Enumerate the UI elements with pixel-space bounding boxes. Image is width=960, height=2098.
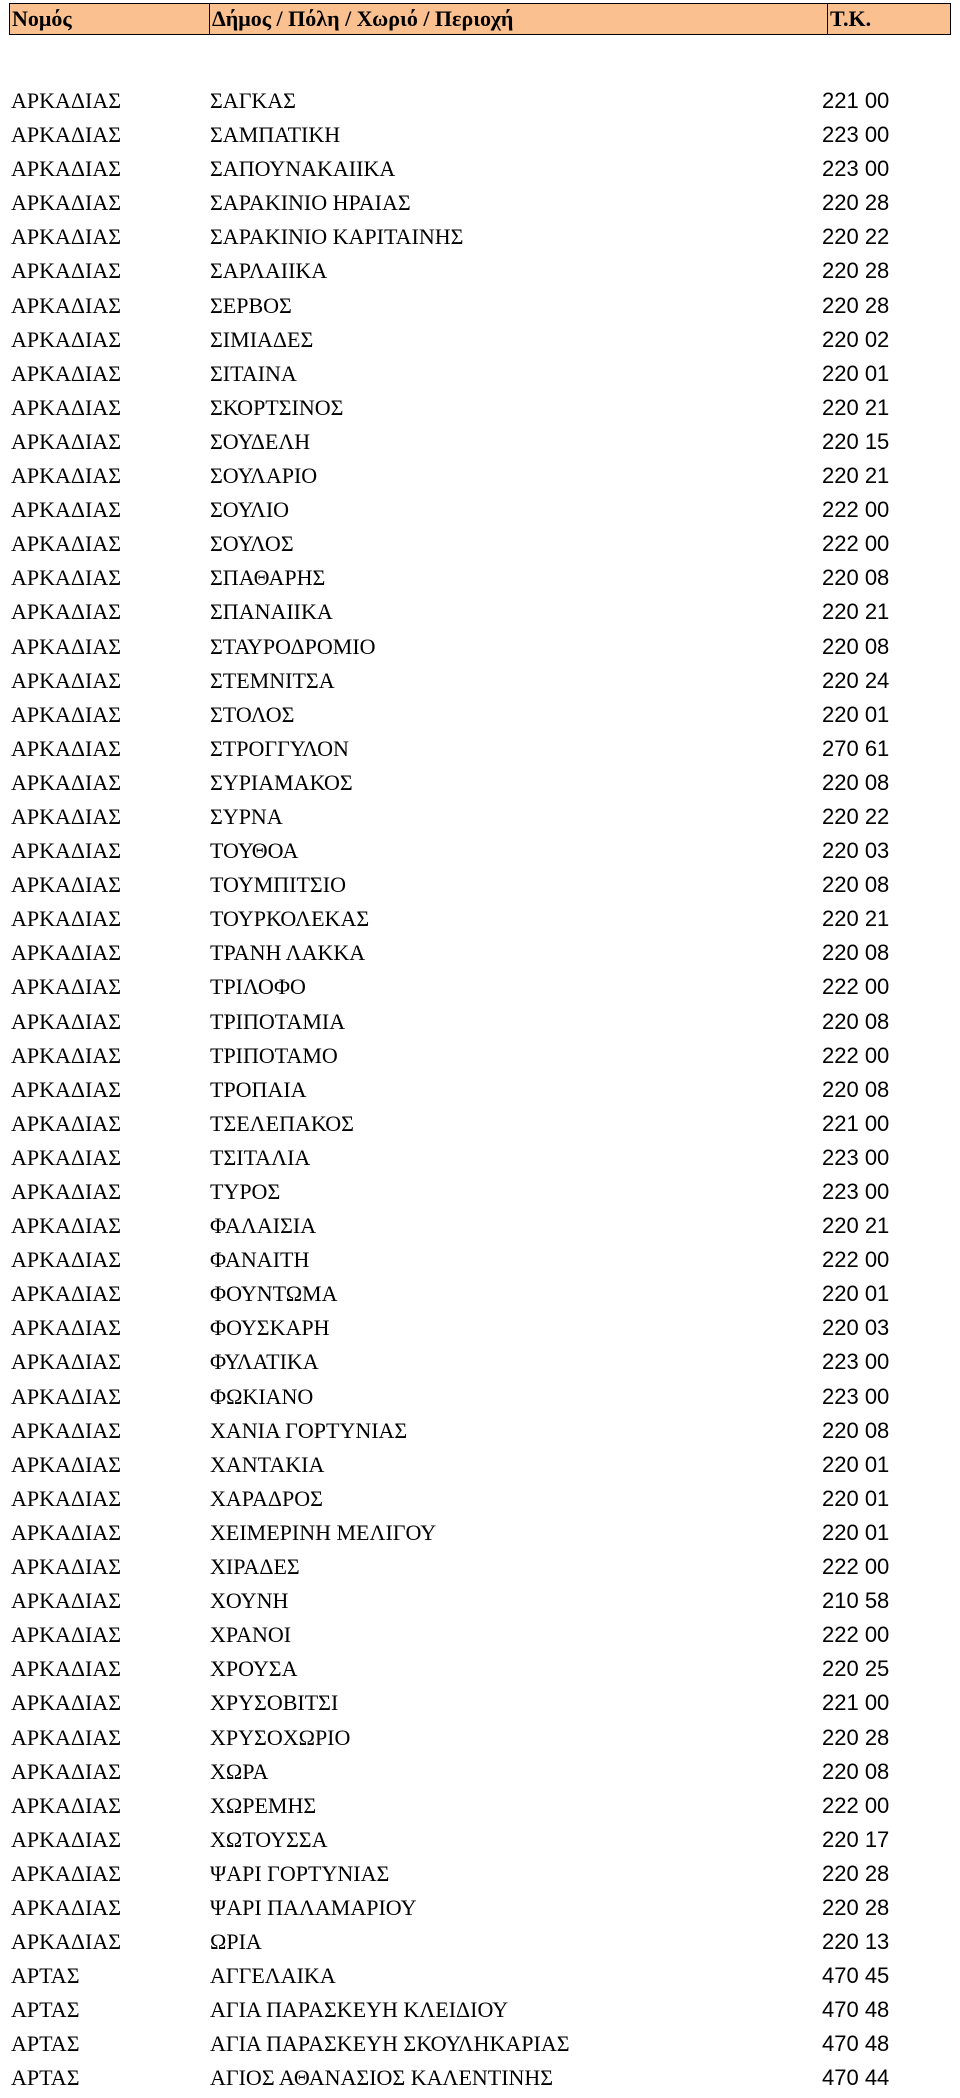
cell-tk: 221 00 [822,88,890,113]
table-header [9,3,951,35]
cell-nomos: ΑΡΚΑΔΙΑΣ [11,872,122,898]
cell-perioxi: ΧΡΥΣΟΒΙΤΣΙ [210,1690,339,1716]
cell-perioxi: ΣΥΡΝΑ [210,803,283,829]
table-row [0,2061,960,2095]
cell-perioxi: ΤΟΥΜΠΙΤΣΙΟ [210,872,346,898]
cell-nomos: ΑΡΚΑΔΙΑΣ [11,122,122,148]
table-row [0,493,960,527]
cell-perioxi: ΤΥΡΟΣ [210,1179,281,1204]
cell-nomos: ΑΡΚΑΔΙΑΣ [11,531,122,557]
cell-tk: 221 00 [822,1690,890,1716]
table-row [0,664,960,698]
cell-nomos: ΑΡΚΑΔΙΑΣ [11,1349,122,1375]
cell-tk: 470 45 [822,1963,890,1989]
cell-nomos: ΑΡΚΑΔΙΑΣ [11,1588,122,1614]
table-row [0,1380,960,1414]
cell-perioxi: ΦΑΛΑΙΣΙΑ [210,1213,317,1239]
table-row [0,1823,960,1857]
cell-perioxi: ΧΑΡΑΔΡΟΣ [210,1485,323,1511]
cell-tk: 220 01 [822,1485,890,1511]
cell-perioxi: ΧΡΑΝΟΙ [210,1622,292,1648]
cell-tk: 220 03 [822,1315,890,1341]
cell-tk: 220 28 [822,1894,890,1920]
cell-tk: 220 01 [822,1451,890,1477]
cell-tk: 222 00 [822,1792,890,1818]
cell-nomos: ΑΡΚΑΔΙΑΣ [11,599,122,625]
cell-tk: 220 21 [822,1213,890,1239]
cell-perioxi: ΣΟΥΛΙΟ [210,497,290,523]
cell-nomos: ΑΡΚΑΔΙΑΣ [11,394,122,420]
table-row [0,936,960,970]
cell-perioxi: ΤΟΥΡΚΟΛΕΚΑΣ [210,906,370,932]
cell-tk: 220 01 [822,1519,890,1545]
cell-tk: 220 08 [822,1758,890,1784]
cell-tk: 220 21 [822,394,890,420]
cell-tk: 220 28 [822,1860,890,1886]
cell-nomos: ΑΡΚΑΔΙΑΣ [11,769,122,795]
cell-perioxi: ΣΕΡΒΟΣ [210,292,292,318]
cell-tk: 220 01 [822,360,890,386]
cell-tk: 220 08 [822,633,890,659]
table-row [0,868,960,902]
cell-nomos: ΑΡΚΑΔΙΑΣ [11,1554,122,1580]
table-row [0,1652,960,1686]
table-row [0,1414,960,1448]
table-row [0,1584,960,1618]
table-row [0,1925,960,1959]
cell-nomos: ΑΡΚΑΔΙΑΣ [11,326,122,352]
cell-tk: 223 00 [822,1179,890,1204]
table-row [0,1516,960,1550]
cell-tk: 220 08 [822,1417,890,1443]
cell-perioxi: ΦΩΚΙΑΝΟ [210,1383,314,1409]
cell-tk: 220 08 [822,940,890,966]
cell-tk: 220 28 [822,1724,890,1750]
cell-tk: 223 00 [822,122,890,148]
cell-tk: 220 22 [822,803,890,829]
cell-nomos: ΑΡΚΑΔΙΑΣ [11,1622,122,1648]
cell-nomos: ΑΡΚΑΔΙΑΣ [11,565,122,591]
cell-perioxi: ΣΤΟΛΟΣ [210,701,295,727]
cell-tk: 220 28 [822,292,890,318]
cell-tk: 470 48 [822,1997,890,2023]
cell-perioxi: ΧΩΡΕΜΗΣ [210,1792,317,1818]
cell-tk: 222 00 [822,974,890,1000]
table-row [0,561,960,595]
cell-tk: 220 08 [822,872,890,898]
cell-nomos: ΑΡΚΑΔΙΑΣ [11,1110,122,1136]
cell-nomos: ΑΡΚΑΔΙΑΣ [11,974,122,1000]
cell-perioxi: ΨΑΡΙ ΠΑΛΑΜΑΡΙΟΥ [210,1894,417,1920]
cell-tk: 223 00 [822,1349,890,1375]
table-row [0,1891,960,1925]
cell-perioxi: ΣΤΕΜΝΙΤΣΑ [210,667,335,693]
cell-tk: 220 28 [822,190,890,216]
table-row [0,254,960,288]
table-row [0,1345,960,1379]
table-row [0,391,960,425]
table-row [0,800,960,834]
table-row [0,323,960,357]
table-row [0,527,960,561]
cell-perioxi: ΣΠΑΘΑΡΗΣ [210,565,326,591]
cell-nomos: ΑΡΚΑΔΙΑΣ [11,1144,122,1170]
cell-perioxi: ΑΓΙΑ ΠΑΡΑΣΚΕΥΗ ΚΛΕΙΔΙΟΥ [210,1997,509,2023]
cell-nomos: ΑΡΚΑΔΙΑΣ [11,1826,122,1852]
cell-tk: 220 08 [822,1008,890,1034]
cell-nomos: ΑΡΚΑΔΙΑΣ [11,1519,122,1545]
table-row [0,970,960,1004]
cell-nomos: ΑΡΚΑΔΙΑΣ [11,803,122,829]
table-row [0,1686,960,1720]
cell-perioxi: ΣΑΡΑΚΙΝΙΟ ΗΡΑΙΑΣ [210,190,411,216]
cell-perioxi: ΤΡΙΛΟΦΟ [210,974,306,1000]
cell-perioxi: ΣΠΑΝΑΙΙΚΑ [210,599,333,625]
cell-perioxi: ΧΡΟΥΣΑ [210,1656,298,1682]
cell-nomos: ΑΡΚΑΔΙΑΣ [11,292,122,318]
table-row [0,425,960,459]
cell-perioxi: ΣΟΥΛΑΡΙΟ [210,463,318,489]
cell-perioxi: ΩΡΙΑ [210,1929,262,1955]
table-row [0,732,960,766]
cell-tk: 220 01 [822,1281,890,1307]
cell-nomos: ΑΡΚΑΔΙΑΣ [11,156,122,182]
cell-perioxi: ΧΙΡΑΔΕΣ [210,1554,300,1580]
cell-tk: 470 48 [822,2031,890,2057]
cell-nomos: ΑΡΚΑΔΙΑΣ [11,1860,122,1886]
cell-nomos: ΑΡΚΑΔΙΑΣ [11,1315,122,1341]
cell-perioxi: ΨΑΡΙ ΓΟΡΤΥΝΙΑΣ [210,1860,390,1886]
cell-tk: 210 58 [822,1588,890,1614]
cell-nomos: ΑΡΚΑΔΙΑΣ [11,1894,122,1920]
table-row [0,1277,960,1311]
cell-tk: 270 61 [822,735,890,761]
table-row [0,1073,960,1107]
cell-perioxi: ΦΥΛΑΤΙΚΑ [210,1349,319,1375]
cell-tk: 220 24 [822,667,890,693]
cell-perioxi: ΧΕΙΜΕΡΙΝΗ ΜΕΛΙΓΟΥ [210,1519,437,1545]
table-row [0,1311,960,1345]
cell-tk: 223 00 [822,1144,890,1170]
cell-perioxi: ΣΑΠΟΥΝΑΚΑΙΙΚΑ [210,156,396,182]
cell-tk: 221 00 [822,1110,890,1136]
cell-tk: 220 25 [822,1656,890,1682]
table-row [0,1243,960,1277]
cell-perioxi: ΣΙΜΙΑΔΕΣ [210,326,314,352]
cell-nomos: ΑΡΚΑΔΙΑΣ [11,360,122,386]
cell-nomos: ΑΡΚΑΔΙΑΣ [11,838,122,864]
table-row [0,84,960,118]
cell-nomos: ΑΡΚΑΔΙΑΣ [11,906,122,932]
cell-nomos: ΑΡΚΑΔΙΑΣ [11,190,122,216]
cell-nomos: ΑΡΚΑΔΙΑΣ [11,1076,122,1102]
cell-tk: 470 44 [822,2065,890,2091]
table-row [0,698,960,732]
cell-tk: 222 00 [822,531,890,557]
cell-perioxi: ΣΙΤΑΙΝΑ [210,360,297,386]
table-row [0,1482,960,1516]
table-row [0,186,960,220]
table-row [0,1959,960,1993]
cell-tk: 222 00 [822,1554,890,1580]
cell-tk: 222 00 [822,1247,890,1273]
cell-nomos: ΑΡΚΑΔΙΑΣ [11,258,122,284]
table-row [0,357,960,391]
cell-perioxi: ΑΓΙΟΣ ΑΘΑΝΑΣΙΟΣ ΚΑΛΕΝΤΙΝΗΣ [210,2065,554,2091]
table-row [0,1141,960,1175]
cell-perioxi: ΦΟΥΣΚΑΡΗ [210,1315,330,1341]
cell-perioxi: ΧΩΤΟΥΣΣΑ [210,1826,328,1852]
table-row [0,1618,960,1652]
cell-nomos: ΑΡΚΑΔΙΑΣ [11,701,122,727]
table-row [0,289,960,323]
cell-perioxi: ΑΓΙΑ ΠΑΡΑΣΚΕΥΗ ΣΚΟΥΛΗΚΑΡΙΑΣ [210,2031,570,2057]
cell-perioxi: ΤΡΙΠΟΤΑΜΟ [210,1042,338,1068]
table-row [0,902,960,936]
cell-perioxi: ΑΓΓΕΛΑΙΚΑ [210,1963,336,1989]
cell-perioxi: ΣΟΥΛΟΣ [210,531,294,557]
table-row [0,1209,960,1243]
cell-perioxi: ΣΟΥΔΕΛΗ [210,428,311,454]
table-body [0,84,960,2096]
cell-nomos: ΑΡΚΑΔΙΑΣ [11,1929,122,1955]
table-row [0,1175,960,1209]
cell-nomos: ΑΡΚΑΔΙΑΣ [11,88,122,113]
cell-nomos: ΑΡΚΑΔΙΑΣ [11,1724,122,1750]
cell-tk: 220 22 [822,224,890,250]
table-row [0,1107,960,1141]
cell-perioxi: ΣΑΜΠΑΤΙΚΗ [210,122,341,148]
table-row [0,1721,960,1755]
cell-nomos: ΑΡΤΑΣ [11,2031,80,2057]
table-row [0,1550,960,1584]
header-perioxi: Δήμος / Πόλη / Χωριό / Περιοχή [210,4,828,34]
cell-tk: 222 00 [822,1622,890,1648]
cell-nomos: ΑΡΚΑΔΙΑΣ [11,633,122,659]
cell-tk: 220 13 [822,1929,890,1955]
cell-perioxi: ΧΟΥΝΗ [210,1588,289,1614]
cell-perioxi: ΤΡΙΠΟΤΑΜΙΑ [210,1008,346,1034]
table-row [0,1039,960,1073]
cell-perioxi: ΧΩΡΑ [210,1758,269,1784]
cell-tk: 223 00 [822,1383,890,1409]
cell-nomos: ΑΡΚΑΔΙΑΣ [11,1417,122,1443]
cell-tk: 220 17 [822,1826,890,1852]
table-row [0,1993,960,2027]
cell-perioxi: ΣΥΡΙΑΜΑΚΟΣ [210,769,353,795]
cell-perioxi: ΦΟΥΝΤΩΜΑ [210,1281,338,1307]
cell-perioxi: ΣΤΑΥΡΟΔΡΟΜΙΟ [210,633,376,659]
cell-perioxi: ΣΤΡΟΓΓΥΛΟΝ [210,735,349,761]
cell-tk: 220 01 [822,701,890,727]
table-row [0,630,960,664]
cell-perioxi: ΣΑΡΛΑΙΙΚΑ [210,258,328,284]
cell-perioxi: ΤΡΟΠΑΙΑ [210,1076,307,1102]
cell-nomos: ΑΡΚΑΔΙΑΣ [11,940,122,966]
table-row [0,766,960,800]
table-row [0,459,960,493]
cell-perioxi: ΤΣΕΛΕΠΑΚΟΣ [210,1110,354,1136]
cell-nomos: ΑΡΚΑΔΙΑΣ [11,1383,122,1409]
cell-nomos: ΑΡΚΑΔΙΑΣ [11,1485,122,1511]
cell-nomos: ΑΡΤΑΣ [11,1963,80,1989]
cell-nomos: ΑΡΚΑΔΙΑΣ [11,1179,122,1204]
cell-nomos: ΑΡΚΑΔΙΑΣ [11,1008,122,1034]
cell-perioxi: ΣΑΡΑΚΙΝΙΟ ΚΑΡΙΤΑΙΝΗΣ [210,224,464,250]
cell-nomos: ΑΡΚΑΔΙΑΣ [11,463,122,489]
cell-nomos: ΑΡΤΑΣ [11,2065,80,2091]
table-row [0,220,960,254]
cell-perioxi: ΤΣΙΤΑΛΙΑ [210,1144,311,1170]
cell-perioxi: ΧΑΝΤΑΚΙΑ [210,1451,325,1477]
cell-tk: 220 21 [822,463,890,489]
cell-tk: 222 00 [822,1042,890,1068]
cell-perioxi: ΣΚΟΡΤΣΙΝΟΣ [210,394,344,420]
cell-tk: 222 00 [822,497,890,523]
cell-nomos: ΑΡΚΑΔΙΑΣ [11,497,122,523]
cell-nomos: ΑΡΚΑΔΙΑΣ [11,428,122,454]
table-row [0,1448,960,1482]
table-row [0,1005,960,1039]
cell-tk: 220 02 [822,326,890,352]
cell-nomos: ΑΡΚΑΔΙΑΣ [11,1281,122,1307]
table-row [0,118,960,152]
table-row [0,2027,960,2061]
table-row [0,1857,960,1891]
table-row [0,834,960,868]
header-nomos: Νομός [10,4,210,34]
cell-perioxi: ΤΟΥΘΟΑ [210,838,299,864]
cell-tk: 220 28 [822,258,890,284]
table-row [0,595,960,629]
table-row [0,1755,960,1789]
cell-nomos: ΑΡΚΑΔΙΑΣ [11,667,122,693]
cell-tk: 220 08 [822,769,890,795]
cell-nomos: ΑΡΚΑΔΙΑΣ [11,1042,122,1068]
cell-nomos: ΑΡΚΑΔΙΑΣ [11,1792,122,1818]
cell-tk: 223 00 [822,156,890,182]
cell-perioxi: ΤΡΑΝΗ ΛΑΚΚΑ [210,940,366,966]
table-row [0,152,960,186]
cell-nomos: ΑΡΚΑΔΙΑΣ [11,1656,122,1682]
cell-tk: 220 08 [822,1076,890,1102]
cell-nomos: ΑΡΚΑΔΙΑΣ [11,735,122,761]
header-tk: Τ.Κ. [830,6,872,31]
cell-tk: 220 08 [822,565,890,591]
table-row [0,1789,960,1823]
cell-tk: 220 15 [822,428,890,454]
cell-nomos: ΑΡΚΑΔΙΑΣ [11,1758,122,1784]
cell-nomos: ΑΡΚΑΔΙΑΣ [11,1247,122,1273]
cell-perioxi: ΦΑΝΑΙΤΗ [210,1247,310,1273]
cell-perioxi: ΣΑΓΚΑΣ [210,88,296,113]
cell-nomos: ΑΡΚΑΔΙΑΣ [11,1451,122,1477]
cell-nomos: ΑΡΚΑΔΙΑΣ [11,1213,122,1239]
cell-nomos: ΑΡΚΑΔΙΑΣ [11,224,122,250]
cell-tk: 220 21 [822,599,890,625]
cell-tk: 220 21 [822,906,890,932]
cell-perioxi: ΧΡΥΣΟΧΩΡΙΟ [210,1724,351,1750]
cell-tk: 220 03 [822,838,890,864]
cell-perioxi: ΧΑΝΙΑ ΓΟΡΤΥΝΙΑΣ [210,1417,408,1443]
cell-nomos: ΑΡΤΑΣ [11,1997,80,2023]
cell-nomos: ΑΡΚΑΔΙΑΣ [11,1690,122,1716]
